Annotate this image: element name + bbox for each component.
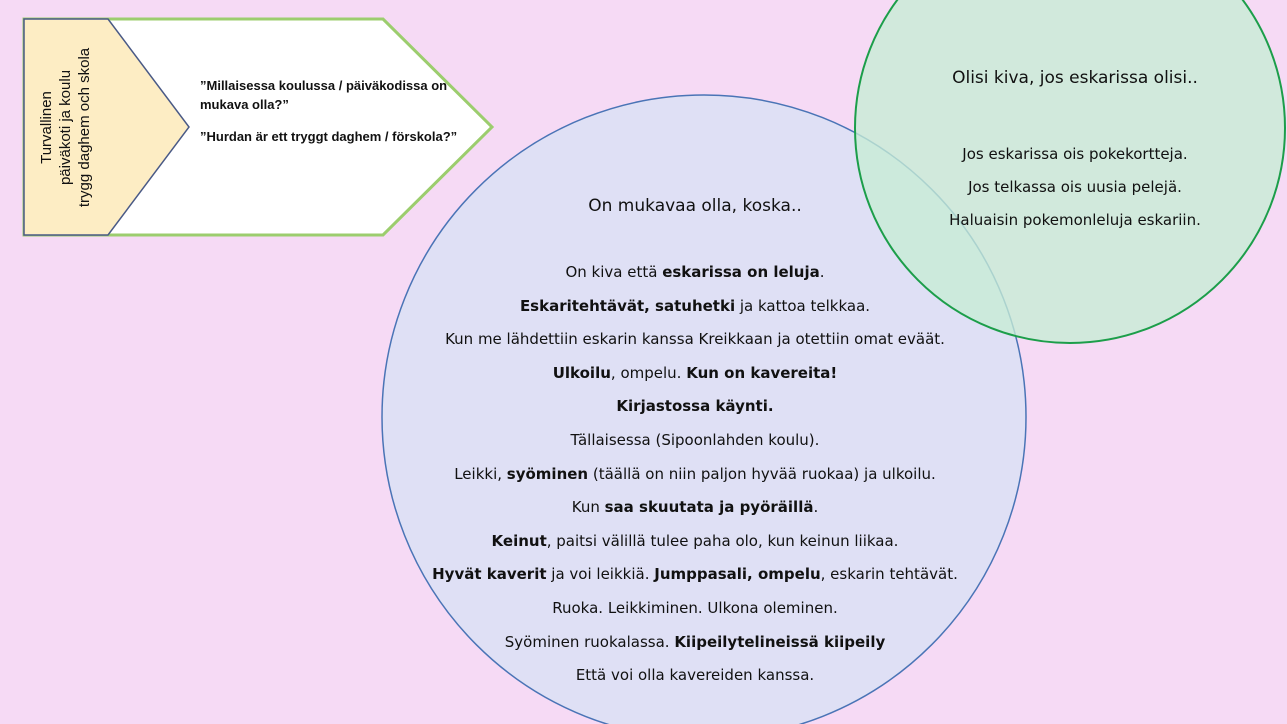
tab-line: Turvallinen — [38, 90, 56, 164]
left-list-item — [380, 558, 1010, 592]
list-text-run: On kiva että — [565, 263, 663, 281]
right-list-item: Jos telkassa ois uusia pelejä. — [968, 178, 1182, 196]
left-list-item — [380, 357, 1010, 391]
list-text-run: Tällaisessa (Sipoonlahden koulu). — [570, 430, 820, 449]
right-list-item: Jos eskarissa ois pokekortteja. — [962, 145, 1188, 163]
question-finnish: ”Millaisessa koulussa / päiväkodissa on mukava olla?” — [200, 78, 448, 112]
left-list-item — [380, 491, 1010, 525]
list-text-run: Kun on kavereita! — [686, 363, 838, 382]
left-list-item — [380, 592, 1010, 626]
left-list-item — [380, 424, 1010, 458]
left-list-item — [380, 256, 1010, 290]
left-list-item — [380, 323, 1010, 357]
list-text-run: ja kattoa telkkaa. — [735, 296, 871, 315]
left-list-item — [380, 390, 1010, 424]
question-swedish: ”Hurdan är ett tryggt daghem / förskola?” — [200, 129, 458, 144]
list-text-run: Kun — [571, 498, 605, 517]
list-text-run: . — [813, 498, 819, 517]
list-text-run: , eskarin tehtävät. — [820, 565, 958, 584]
left-list-item — [380, 626, 1010, 660]
list-text-run: eskarissa on leluja — [662, 263, 820, 281]
left-list-item — [380, 659, 1010, 693]
list-text-run: Eskaritehtävät, satuhetki — [519, 296, 736, 315]
tab-line: trygg daghem och skola — [76, 47, 94, 207]
list-text-run: Jumppasali, ompelu — [654, 565, 821, 584]
list-text-run: , paitsi välillä tulee paha olo, kun keinun liikaa. — [546, 531, 899, 550]
list-text-run: Kun me lähdettiin eskarin kanssa Kreikkaan ja otettiin omat eväät. — [445, 330, 945, 349]
list-text-run: Syöminen ruokalassa. — [504, 632, 675, 651]
list-text-run: Hyvät kaverit — [432, 565, 547, 584]
list-text-run: syöminen — [506, 464, 589, 483]
arrow-questions — [200, 76, 470, 159]
right-circle-list — [875, 138, 1275, 237]
left-circle-list — [380, 256, 1010, 693]
list-text-run: Että voi olla kavereiden kanssa. — [575, 666, 815, 685]
list-text-run: , ompelu. — [610, 363, 687, 382]
list-text-run: Ulkoilu — [552, 363, 611, 382]
list-text-run: Leikki, — [454, 464, 507, 483]
tab-line: päiväkoti ja koulu — [57, 69, 75, 185]
left-list-item — [380, 458, 1010, 492]
list-text-run: Ruoka. Leikkiminen. Ulkona oleminen. — [552, 598, 838, 617]
right-list-item: Haluaisin pokemonleluja eskariin. — [949, 211, 1201, 229]
list-text-run: . — [819, 263, 825, 281]
left-circle-heading: On mukavaa olla, koska.. — [588, 196, 802, 216]
list-text-run: Keinut — [491, 531, 547, 550]
left-list-item — [380, 525, 1010, 559]
list-text-run: Kiipeilytelineissä kiipeily — [674, 632, 886, 651]
list-text-run: saa skuutata ja pyöräillä — [604, 498, 814, 517]
right-circle-heading: Olisi kiva, jos eskarissa olisi.. — [952, 68, 1198, 88]
tab-label — [24, 19, 108, 235]
left-list-item — [380, 290, 1010, 324]
list-text-run: (täällä on niin paljon hyvää ruokaa) ja ulkoilu. — [588, 464, 936, 483]
list-text-run: ja voi leikkiä. — [546, 565, 655, 584]
list-text-run: Kirjastossa käynti. — [616, 397, 774, 416]
